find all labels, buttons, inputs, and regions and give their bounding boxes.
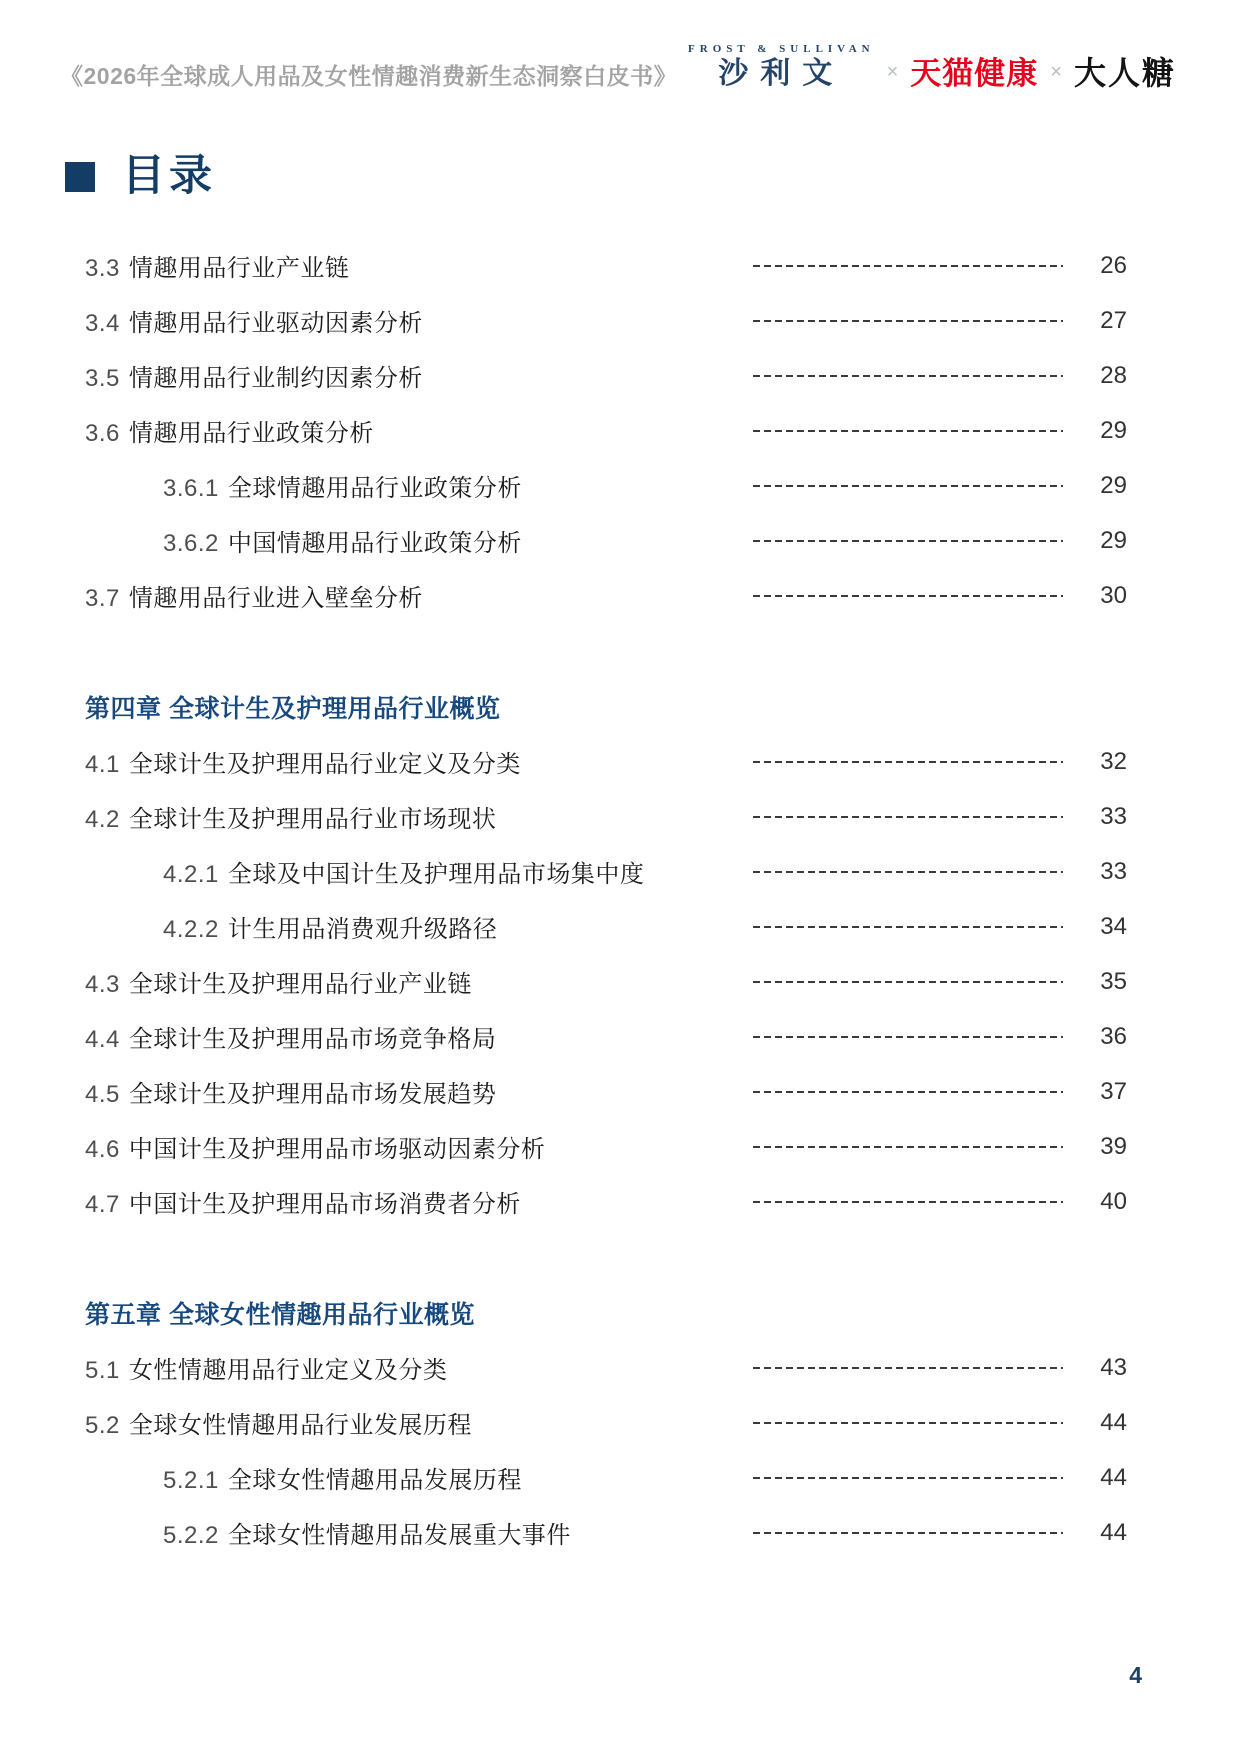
toc-entry-page-number: 44	[1100, 1518, 1127, 1546]
toc-entry[interactable]	[85, 1174, 1234, 1229]
frost-sullivan-logo	[688, 44, 875, 89]
dotted-leader	[753, 1477, 1063, 1479]
toc-entry-number: 5.1	[85, 1357, 120, 1384]
frost-sullivan-wordmark: FROST & SULLIVAN	[688, 43, 875, 55]
toc-entry-page-number: 29	[1100, 526, 1127, 554]
shaliwen-logo-text: 沙利文	[718, 57, 845, 90]
toc-entry-title: 中国计生及护理用品市场消费者分析	[128, 1191, 521, 1218]
toc-entry-label	[85, 964, 753, 999]
page-number: 4	[1129, 1662, 1142, 1688]
dotted-leader	[753, 595, 1063, 597]
toc-entry-title: 女性情趣用品行业定义及分类	[128, 1357, 448, 1384]
toc-entry-title: 情趣用品行业制约因素分析	[128, 365, 423, 392]
toc-entry-title: 中国情趣用品行业政策分析	[227, 530, 522, 557]
toc-entry-page-number: 28	[1100, 361, 1127, 389]
toc-entry-title: 全球情趣用品行业政策分析	[227, 475, 522, 502]
toc-entry-label	[85, 413, 753, 448]
toc-entry-number: 3.4	[85, 310, 120, 337]
toc-entry-number: 4.2.1	[163, 861, 219, 888]
dotted-leader	[753, 1091, 1063, 1093]
toc-entry-number: 3.6	[85, 420, 120, 447]
toc-entry-number: 5.2.2	[163, 1522, 219, 1549]
toc-entry-page-number: 44	[1100, 1408, 1127, 1436]
toc-entry-page-number: 35	[1100, 967, 1127, 995]
dotted-leader	[753, 375, 1063, 377]
toc-entry[interactable]	[85, 1064, 1234, 1119]
toc-entry-label	[85, 1405, 753, 1440]
toc-entry-title: 计生用品消费观升级路径	[227, 916, 498, 943]
bullet-square-icon	[65, 162, 95, 192]
toc-entry-page-number: 29	[1100, 416, 1127, 444]
toc-entry-label	[85, 909, 753, 944]
toc-heading	[65, 152, 1234, 200]
toc-entry[interactable]	[85, 1505, 1234, 1560]
toc-entry[interactable]	[85, 1009, 1234, 1064]
toc-entry-number: 4.7	[85, 1191, 120, 1218]
toc-entry-number: 3.6.1	[163, 475, 219, 502]
dotted-leader	[753, 871, 1063, 873]
dotted-leader	[753, 1367, 1063, 1369]
toc-title: 目录	[122, 152, 216, 200]
toc-entry-label	[85, 578, 753, 613]
toc-entry-page-number: 33	[1100, 802, 1127, 830]
toc-entry[interactable]	[85, 293, 1234, 348]
toc-entry-label	[85, 1184, 753, 1219]
toc-entry-page-number: 43	[1100, 1353, 1127, 1381]
toc-entry-title: 情趣用品行业产业链	[128, 255, 350, 282]
toc-entry-page-number: 30	[1100, 581, 1127, 609]
toc-entry-number: 4.3	[85, 971, 120, 998]
toc-entry-title: 全球女性情趣用品发展重大事件	[227, 1522, 571, 1549]
toc-entry[interactable]	[85, 458, 1234, 513]
toc-entry-title: 全球计生及护理用品行业市场现状	[128, 806, 497, 833]
dotted-leader	[753, 1036, 1063, 1038]
logo-separator-icon: ×	[1050, 61, 1062, 83]
toc-entry-page-number: 36	[1100, 1022, 1127, 1050]
toc-entry-label	[85, 248, 753, 283]
toc-entry-label	[85, 1129, 753, 1164]
toc-entry-page-number: 27	[1100, 306, 1127, 334]
dotted-leader	[753, 1146, 1063, 1148]
toc-entry[interactable]	[85, 954, 1234, 1009]
toc-entry-title: 全球女性情趣用品发展历程	[227, 1467, 522, 1494]
toc-entry-label	[85, 744, 753, 779]
toc-entry-title: 全球计生及护理用品市场竞争格局	[128, 1026, 497, 1053]
toc-entry-label	[85, 358, 753, 393]
toc-entry-title: 情趣用品行业驱动因素分析	[128, 310, 423, 337]
toc-chapter-title: 第四章 全球计生及护理用品行业概览	[85, 694, 501, 723]
toc-entry-label	[85, 1074, 753, 1109]
toc-entry-number: 5.2.1	[163, 1467, 219, 1494]
toc-entry-title: 全球计生及护理用品行业产业链	[128, 971, 472, 998]
toc-entry-label	[85, 523, 753, 558]
document-title: 《2026年全球成人用品及女性情趣消费新生态洞察白皮书》	[60, 63, 678, 89]
toc-entry-page-number: 40	[1100, 1187, 1127, 1215]
toc-entry-page-number: 34	[1100, 912, 1127, 940]
toc-entry-number: 3.3	[85, 255, 120, 282]
toc-entry[interactable]	[85, 1450, 1234, 1505]
toc-entry[interactable]	[85, 1119, 1234, 1174]
toc-entry-page-number: 32	[1100, 747, 1127, 775]
dotted-leader	[753, 816, 1063, 818]
toc-chapter-title: 第五章 全球女性情趣用品行业概览	[85, 1300, 475, 1329]
toc-entry[interactable]	[85, 1340, 1234, 1395]
toc-entry-page-number: 44	[1100, 1463, 1127, 1491]
toc-entry-title: 中国计生及护理用品市场驱动因素分析	[128, 1136, 546, 1163]
dotted-leader	[753, 1532, 1063, 1534]
toc-entry-number: 4.6	[85, 1136, 120, 1163]
toc-list	[0, 238, 1234, 1560]
toc-entry[interactable]	[85, 238, 1234, 293]
toc-entry-label	[85, 303, 753, 338]
toc-entry-page-number: 39	[1100, 1132, 1127, 1160]
toc-entry[interactable]	[85, 568, 1234, 623]
toc-entry-number: 3.6.2	[163, 530, 219, 557]
toc-entry-number: 3.5	[85, 365, 120, 392]
dotted-leader	[753, 540, 1063, 542]
toc-entry-page-number: 37	[1100, 1077, 1127, 1105]
logo-separator-icon: ×	[886, 61, 899, 83]
toc-entry[interactable]	[85, 734, 1234, 789]
toc-entry[interactable]	[85, 403, 1234, 458]
dotted-leader	[753, 981, 1063, 983]
toc-entry-label	[85, 1460, 753, 1495]
toc-entry-number: 4.2.2	[163, 916, 219, 943]
toc-entry-title: 情趣用品行业进入壁垒分析	[128, 585, 423, 612]
toc-entry-page-number: 29	[1100, 471, 1127, 499]
dotted-leader	[753, 1201, 1063, 1203]
toc-entry-label	[85, 1019, 753, 1054]
toc-entry-label	[85, 854, 753, 889]
toc-entry-label	[85, 468, 753, 503]
toc-entry[interactable]	[85, 899, 1234, 954]
toc-entry-number: 4.2	[85, 806, 120, 833]
toc-entry-label	[85, 1350, 753, 1385]
dotted-leader	[753, 320, 1063, 322]
toc-entry-title: 全球女性情趣用品行业发展历程	[128, 1412, 472, 1439]
toc-entry[interactable]	[85, 348, 1234, 403]
toc-entry[interactable]	[85, 789, 1234, 844]
toc-entry-label	[85, 799, 753, 834]
darentang-logo: 大人糖	[1073, 55, 1176, 91]
toc-entry-page-number: 33	[1100, 857, 1127, 885]
toc-entry-number: 3.7	[85, 585, 120, 612]
toc-chapter-heading	[85, 1285, 1234, 1340]
toc-entry-title: 情趣用品行业政策分析	[128, 420, 374, 447]
dotted-leader	[753, 265, 1063, 267]
toc-entry[interactable]	[85, 844, 1234, 899]
toc-entry-page-number: 26	[1100, 251, 1127, 279]
dotted-leader	[753, 761, 1063, 763]
toc-entry-title: 全球计生及护理用品行业定义及分类	[128, 751, 521, 778]
toc-entry[interactable]	[85, 1395, 1234, 1450]
dotted-leader	[753, 430, 1063, 432]
toc-entry-label	[85, 1515, 753, 1550]
logo-row	[688, 44, 1176, 89]
dotted-leader	[753, 485, 1063, 487]
tmall-health-logo: 天猫健康	[910, 56, 1039, 91]
toc-entry-number: 4.1	[85, 751, 120, 778]
toc-entry-title: 全球及中国计生及护理用品市场集中度	[227, 861, 645, 888]
dotted-leader	[753, 926, 1063, 928]
toc-entry-number: 4.4	[85, 1026, 120, 1053]
toc-entry[interactable]	[85, 513, 1234, 568]
toc-entry-number: 4.5	[85, 1081, 120, 1108]
page-header	[0, 0, 1234, 91]
toc-chapter-heading	[85, 679, 1234, 734]
toc-entry-title: 全球计生及护理用品市场发展趋势	[128, 1081, 497, 1108]
dotted-leader	[753, 1422, 1063, 1424]
toc-entry-number: 5.2	[85, 1412, 120, 1439]
